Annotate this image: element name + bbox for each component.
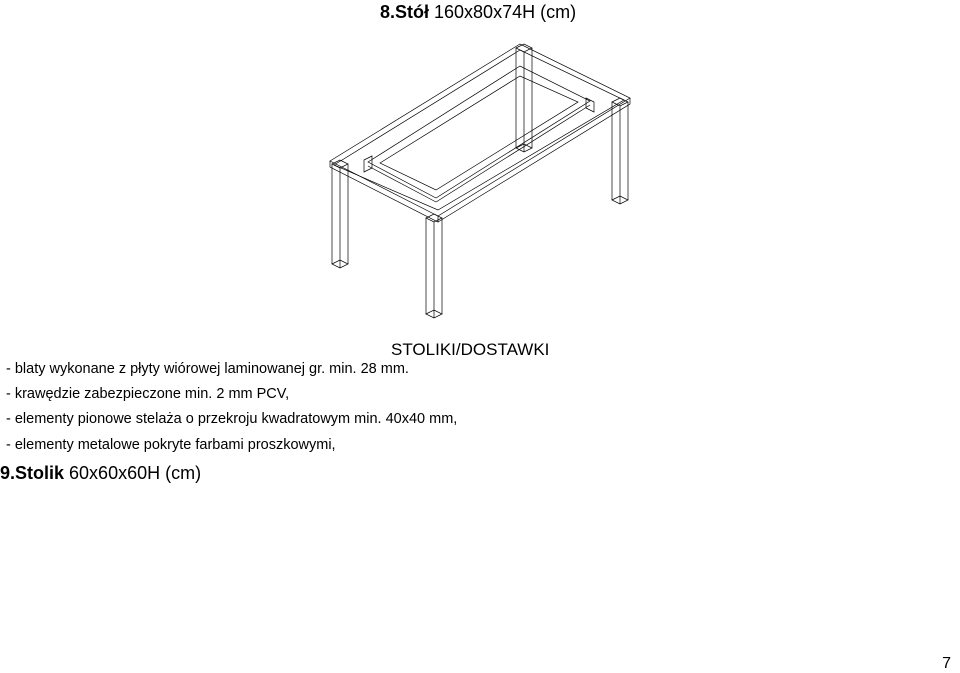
page-number: 7 — [942, 655, 951, 672]
table-8-name: 8.Stół — [380, 2, 430, 22]
spec-line-2: - krawędzie zabezpieczone min. 2 mm PCV, — [6, 386, 290, 402]
frame-rail-inner — [380, 76, 578, 190]
connector-left — [364, 156, 372, 172]
spec-line-3: - elementy pionowe stelaża o przekroju kwadratowym min. 40x40 mm, — [6, 411, 458, 427]
table-9-name: 9.Stolik — [0, 463, 65, 483]
frame-rail-outline — [368, 66, 590, 198]
table-wireframe-drawing — [320, 36, 640, 326]
spec-line-4: - elementy metalowe pokryte farbami proszkowymi, — [6, 437, 336, 453]
spec-line-1: - blaty wykonane z płyty wiórowej laminowanej gr. min. 28 mm. — [6, 361, 409, 377]
table-8-heading — [380, 2, 576, 23]
tabletop-edge-right — [438, 98, 630, 222]
rail-line-2 — [436, 105, 590, 202]
section-title: STOLIKI/DOSTAWKI — [391, 340, 550, 359]
table-8-dimensions: 160x80x74H (cm) — [429, 2, 577, 22]
table-9-heading — [0, 463, 201, 484]
table-9-dimensions: 60x60x60H (cm) — [64, 463, 202, 483]
